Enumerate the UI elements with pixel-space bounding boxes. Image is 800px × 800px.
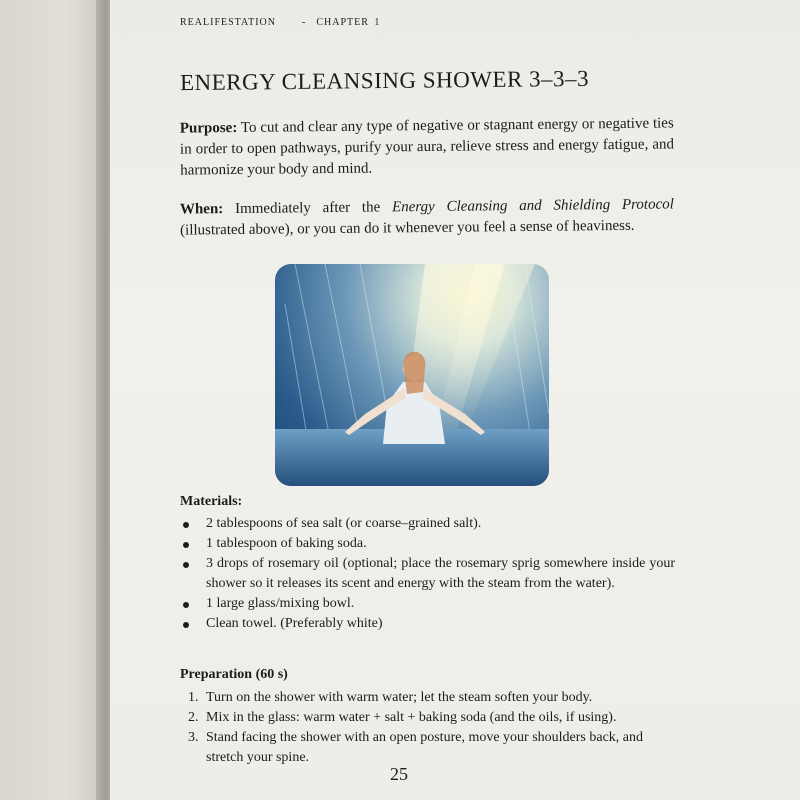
preparation-heading: Preparation (60 s) (180, 667, 288, 682)
book-title: REALIFESTATION (180, 17, 276, 28)
book-page (110, 0, 800, 800)
step-text: Turn on the shower with warm water; let the steam soften your body. (206, 690, 593, 705)
header-separator: - (301, 17, 307, 28)
step-number: 2. (188, 710, 199, 725)
page-number: 25 (390, 764, 408, 784)
step-text: Mix in the glass: warm water + salt + baking soda (and the oils, if using). (206, 710, 617, 725)
step-text: Stand facing the shower with an open posture, move your shoulders back, and stretch your spine. (206, 730, 644, 765)
list-item: 1 large glass/mixing bowl. (180, 594, 675, 614)
chapter-label: CHAPTER 1 (316, 17, 381, 28)
list-item: Clean towel. (Preferably white) (180, 614, 675, 634)
step-item (180, 708, 675, 728)
illustration-drawing (275, 264, 549, 486)
purpose-text: To cut and clear any type of negative or stagnant energy or negative ties in order to open pathways, purify your aura, relieve stress and energy fatigue, and harmonize your body and mind. (179, 115, 675, 179)
page-title: ENERGY CLEANSING SHOWER 3–3–3 (179, 65, 590, 96)
purpose-paragraph (180, 113, 675, 181)
list-item: 2 tablespoons of sea salt (or coarse–grained salt). (180, 514, 675, 534)
illustration (275, 264, 549, 486)
when-label: When: (179, 201, 224, 218)
list-item: 1 tablespoon of baking soda. (180, 534, 675, 554)
running-header (180, 17, 380, 28)
step-item (180, 688, 675, 708)
purpose-label: Purpose: (179, 119, 238, 137)
step-item (180, 728, 675, 768)
when-text-after: (illustrated above), or you can do it whenever you feel a sense of heaviness. (180, 217, 635, 239)
materials-list (180, 514, 675, 634)
list-item: 3 drops of rosemary oil (optional; place the rosemary sprig somewhere inside your shower so it releases its scent and energy with the steam from the water). (180, 554, 675, 594)
when-emphasis: Energy Cleansing and Shielding Protocol (391, 196, 674, 216)
when-text-before: Immediately after the (234, 199, 381, 218)
preparation-steps (180, 688, 675, 768)
step-number: 1. (188, 690, 199, 705)
materials-heading: Materials: (180, 494, 243, 509)
when-paragraph (180, 194, 674, 241)
step-number: 3. (188, 730, 199, 745)
